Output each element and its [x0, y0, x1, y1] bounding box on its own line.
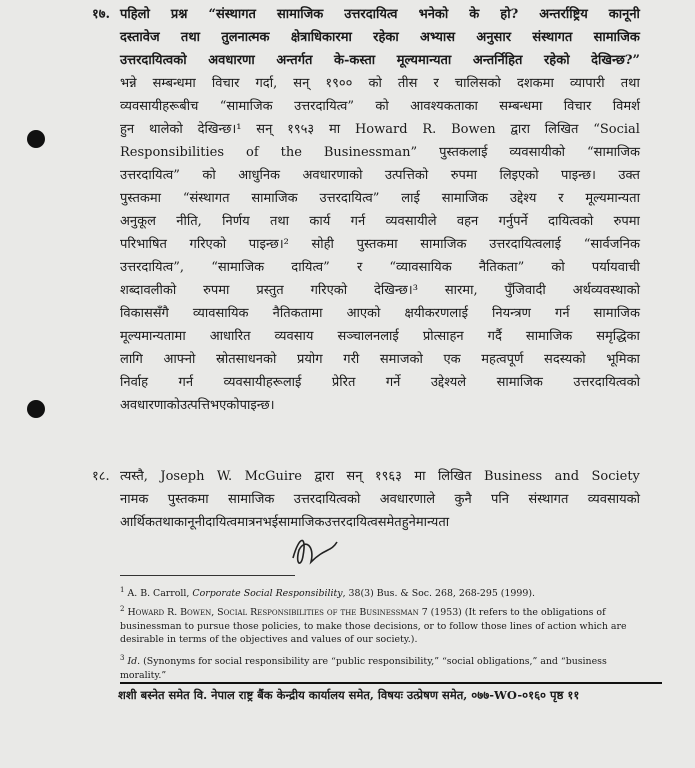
- text-line: भन्ने सम्बन्धमा विचार गर्दा, सन् १९०० को तीस र चालिसको दशकमा व्यापारी तथा: [120, 76, 640, 91]
- text-line: दस्तावेज तथा तुलनात्मक क्षेत्राधिकारमा रहेका अभ्यास अनुसार संस्थागत सामाजिक: [120, 30, 640, 45]
- page-footer: शशी बस्नेत समेत वि. नेपाल राष्ट्र बैंक केन्द्रीय कार्यालय समेत, विषयः उत्प्रेषण समेत, ०७७-WO-०१६० पृष्ठ ११: [118, 688, 580, 702]
- paragraph-18: [120, 465, 640, 534]
- text-line: अनुकूल नीति, निर्णय तथा कार्य गर्न व्यवसायीले वहन गर्नुपर्ने दायित्वको रुपमा: [120, 214, 640, 229]
- footnote-2: $^2$ Howard R. Bowen, Social Responsibilities of the Businessman 7 (1953) (It refers to the obligations of businessman to pursue those policies, to make those decisions, or to follow those lines of action which are desirable in terms of the objectives and values of our society.).: [120, 605, 627, 646]
- text-line: पहिलो प्रश्न “संस्थागत सामाजिक उत्तरदायित्व भनेको के हो? अन्तर्राष्ट्रिय कानूनी: [120, 7, 640, 22]
- text-line: मूल्यमान्यतामा आधारित व्यवसाय सञ्चालनलाई प्रोत्साहन गर्दै सामाजिक समृद्धिका: [120, 329, 640, 344]
- text-line: अवधारणाको उत्पत्ति भएको पाइन्छ।: [120, 398, 275, 413]
- paragraph-number-17: १७.: [92, 7, 111, 22]
- text-line: परिभाषित गरिएको पाइन्छ।² सोही पुस्तकमा सामाजिक उत्तरदायित्वलाई “सार्वजनिक: [120, 237, 640, 252]
- text-line: व्यवसायीहरूबीच “सामाजिक उत्तरदायित्व” को आवश्यकताका सम्बन्धमा विचार विमर्श: [120, 99, 640, 114]
- paragraph-number-18: १८.: [92, 469, 110, 484]
- text-line: पुस्तकमा “संस्थागत सामाजिक उत्तरदायित्व” लाई सामाजिक उद्देश्य र मूल्यमान्यता: [120, 191, 640, 206]
- footer-rule: [120, 682, 662, 684]
- text-line: हुन थालेको देखिन्छ।¹ सन् १९५३ मा Howard R. Bowen द्वारा लिखित “Social: [120, 122, 640, 137]
- punch-hole: [27, 130, 45, 148]
- text-line: लागि आफ्नो स्रोतसाधनको प्रयोग गरी समाजको एक महत्वपूर्ण सदस्यको भूमिका: [120, 352, 640, 367]
- signature-mark: [285, 528, 345, 573]
- footnote-1: $^1$ A. B. Carroll, Corporate Social Responsibility, 38(3) Bus. & Soc. 268, 268-295 (1999).: [120, 586, 535, 600]
- text-line: उत्तरदायित्व” को आधुनिक अवधारणाको उत्पत्तिको रुपमा लिइएको पाइन्छ। उक्त: [120, 168, 640, 183]
- punch-hole: [27, 400, 45, 418]
- text-line: त्यस्तै, Joseph W. McGuire द्वारा सन् १९६३ मा लिखित Business and Society: [120, 469, 640, 484]
- text-line: निर्वाह गर्न व्यवसायीहरूलाई प्रेरित गर्ने उद्देश्यले सामाजिक उत्तरदायित्वको: [120, 375, 640, 390]
- text-line: विकाससँगै व्यावसायिक नैतिकतामा आएको क्षयीकरणलाई नियन्त्रण गर्न सामाजिक: [120, 306, 640, 321]
- footnote-separator: [120, 575, 295, 576]
- text-line: उत्तरदायित्व”, “सामाजिक दायित्व” र “व्यावसायिक नैतिकता” को पर्यायवाची: [120, 260, 640, 275]
- paragraph-17: [120, 3, 640, 417]
- text-line: आर्थिक तथा कानूनी दायित्व मात्र नभई सामाजिक उत्तरदायित्व समेत हुने मान्यता: [120, 515, 450, 530]
- footnote-3: $^3$ Id. (Synonyms for social responsibility are “public responsibility,” “social obligations,” and “business morality.”: [120, 654, 607, 681]
- text-line: नामक पुस्तकमा सामाजिक उत्तरदायित्वको अवधारणाले कुनै पनि संस्थागत व्यवसायको: [120, 492, 640, 507]
- text-line: Responsibilities of the Businessman” पुस्तकलाई व्यवसायीको “सामाजिक: [120, 145, 640, 160]
- text-line: उत्तरदायित्वको अवधारणा अन्तर्गत के-कस्ता मूल्यमान्यता अन्तर्निहित रहेको देखिन्छ?”: [120, 53, 640, 68]
- text-line: शब्दावलीको रुपमा प्रस्तुत गरिएको देखिन्छ।³ सारमा, पुँजिवादी अर्थव्यवस्थाको: [120, 283, 640, 298]
